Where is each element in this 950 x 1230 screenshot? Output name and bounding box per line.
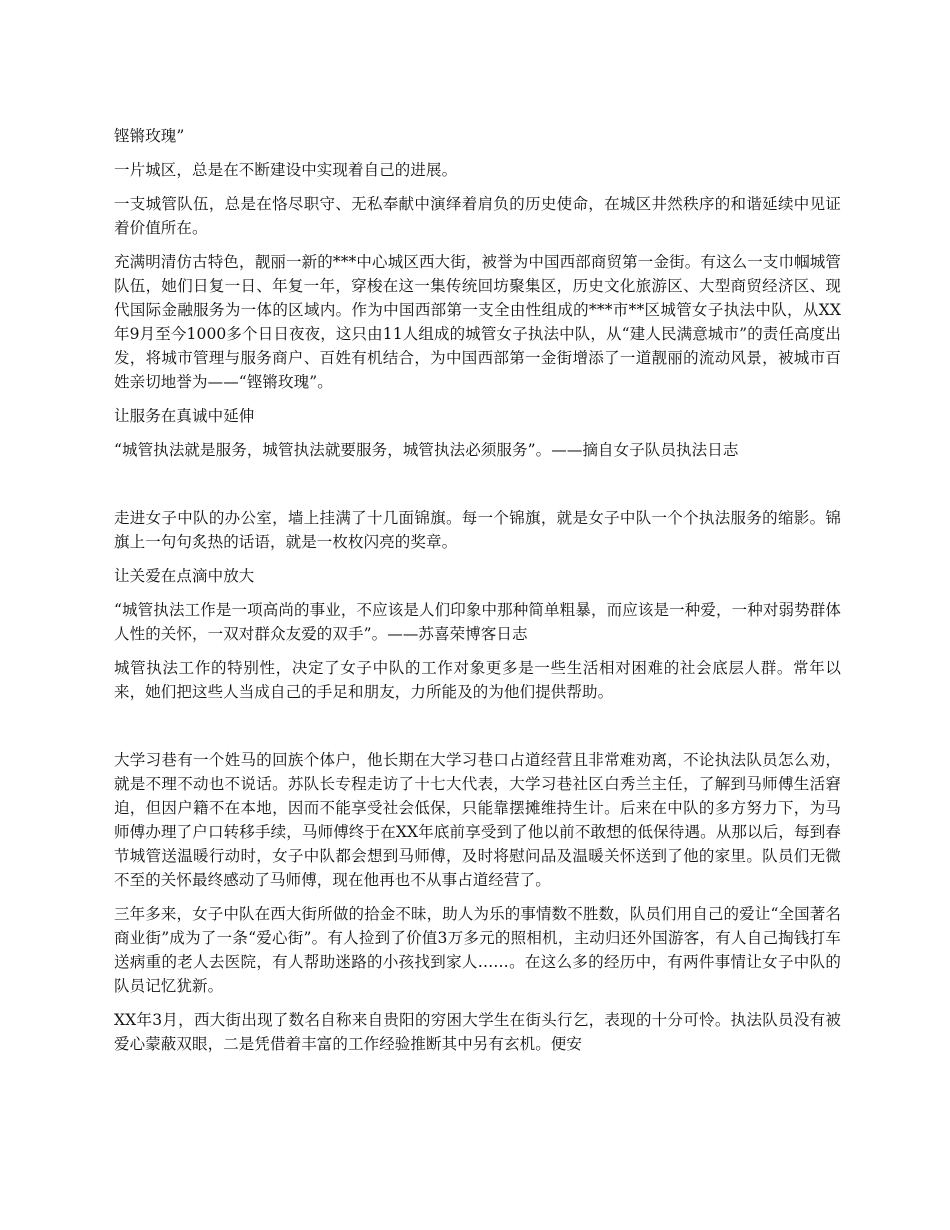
document-body (114, 124, 841, 1066)
paragraph-three-years: 三年多来，女子中队在西大街所做的拾金不昧，助人为乐的事情数不胜数，队员们用自己的爱让“全国著名商业街”成为了一条“爱心街”。有人捡到了价值3万多元的照相机，主动归还外国游客，有人自己掏钱打车送病重的老人去医院，有人帮助迷路的小孩找到家人……。在这么多的经历中，有两件事情让女子中队的队员记忆犹新。 (114, 905, 841, 995)
paragraph-office: 走进女子中队的办公室，墙上挂满了十几面锦旗。每一个锦旗，就是女子中队一个个执法服务的缩影。锦旗上一句句炙热的话语，就是一枚枚闪亮的奖章。 (114, 509, 841, 551)
quote-service: “城管执法就是服务，城管执法就要服务，城管执法必须服务”。——摘自女子队员执法日志 (114, 441, 739, 459)
paragraph-march-story: XX年3月，西大街出现了数名自称来自贵阳的穷困大学生在街头行乞，表现的十分可怜。执法队员没有被爱心蒙蔽双眼，二是凭借着丰富的工作经验推断其中另有玄机。便安 (114, 1011, 841, 1053)
section-heading-care: 让关爱在点滴中放大 (114, 567, 255, 585)
blank-line (114, 472, 841, 506)
quote-care: “城管执法工作是一项高尚的事业，不应该是人们印象中那种简单粗暴，而应该是一种爱，一种对弱势群体人性的关怀，一双对群众友爱的双手”。——苏喜荣博客日志 (114, 601, 841, 643)
paragraph-overview: 充满明清仿古特色，靓丽一新的***中心城区西大街，被誉为中国西部商贸第一金街。有这么一支巾帼城管队伍，她们日复一日、年复一年，穿梭在这一集传统回坊聚集区，历史文化旅游区、大型商贸经济区、现代国际金融服务为一体的区域内。作为中国西部第一支全由性组成的***市**区城管女子执法中队，从XX年9月至今1000多个日日夜夜，这只由11人组成的城管女子执法中队，从“建人民满意城市”的责任高度出发，将城市管理与服务商户、百姓有机结合，为中国西部第一金街增添了一道靓丽的流动风景，被城市百姓亲切地誉为——“铿锵玫瑰”。 (114, 253, 841, 391)
paragraph-ma-story: 大学习巷有一个姓马的回族个体户，他长期在大学习巷口占道经营且非常难劝离，不论执法队员怎么劝，就是不理不动也不说话。苏队长专程走访了十七大代表，大学习巷社区白秀兰主任，了解到马师傅生活窘迫，但因户籍不在本地，因而不能享受社会低保，只能靠摆摊维持生计。后来在中队的多方努力下，为马师傅办理了户口转移手续，马师傅终于在XX年底前享受到了他以前不敢想的低保待遇。从那以后，每到春节城管送温暖行动时，女子中队都会想到马师傅，及时将慰问品及温暖关怀送到了他的家里。队员们无微不至的关怀最终感动了马师傅，现在他再也不从事占道经营了。 (114, 751, 841, 889)
section-heading-service: 让服务在真诚中延伸 (114, 407, 255, 425)
paragraph-intro-1: 一片城区，总是在不断建设中实现着自己的进展。 (114, 161, 458, 179)
paragraph-intro-2: 一支城管队伍，总是在恪尽职守、无私奉献中演绎着肩负的历史使命，在城区井然秩序的和谐延续中见证着价值所在。 (114, 195, 841, 237)
paragraph-special-nature: 城管执法工作的特别性，决定了女子中队的工作对象更多是一些生活相对困难的社会底层人群。常年以来，她们把这些人当成自己的手足和朋友，力所能及的为他们提供帮助。 (114, 659, 841, 701)
paragraph-title-tail: 铿锵玫瑰” (114, 127, 185, 145)
blank-line (114, 714, 841, 748)
